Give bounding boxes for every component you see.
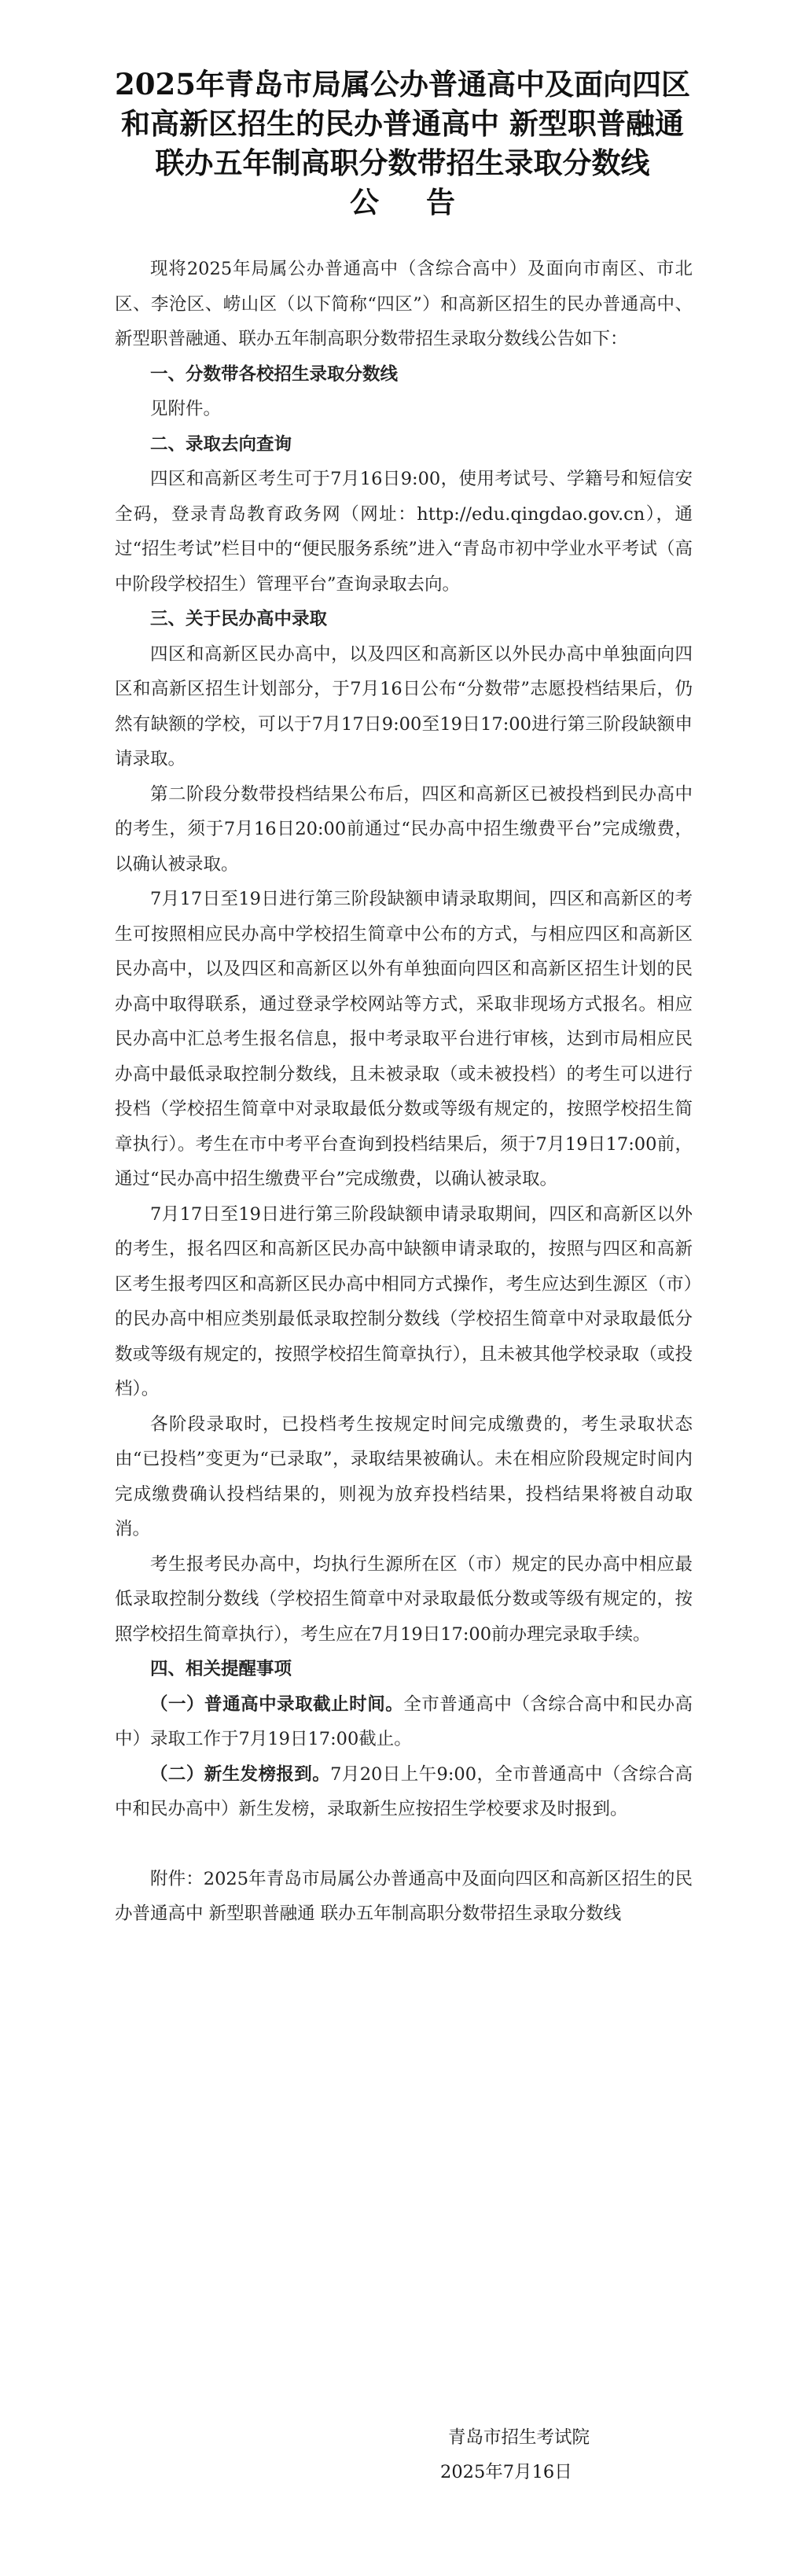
- intro-paragraph: 现将2025年局属公办普通高中（含综合高中）及面向市南区、市北区、李沧区、崂山区（以下简称“四区”）和高新区招生的民办普通高中、新型职普融通、联办五年制高职分数带招生录取分数线公告如下：: [115, 259, 693, 349]
- title-line-1: 2025年青岛市局属公办普通高中及面向四区: [115, 67, 690, 101]
- section-3-heading: 三、关于民办高中录取: [150, 609, 328, 629]
- section-3-paragraph-2: 第二阶段分数带投档结果公布后，四区和高新区已被投档到民办高中的考生，须于7月16日20:00前通过“民办高中招生缴费平台”完成缴费，以确认被录取。: [115, 783, 693, 875]
- reminder-item-1-text: 全市普通高中（含综合高中和民办高中）录取工作于7月19日17:00截止。: [115, 1693, 693, 1749]
- section-3-paragraph-6: 考生报考民办高中，均执行生源所在区（市）规定的民办高中相应最低录取控制分数线（学校招生简章中对录取最低分数或等级有规定的，按照学校招生简章执行），考生应在7月19日17:00前办理完录取手续。: [115, 1553, 693, 1645]
- section-2-heading: 二、录取去向查询: [150, 433, 292, 455]
- section-2-paragraph: 四区和高新区考生可于7月16日9:00，使用考试号、学籍号和短信安全码，登录青岛教育政务网（网址：http://edu.qingdao.gov.cn），通过“招生考试”栏目中的“便民服务系统”进入“青岛市初中学业水平考试（高中阶段学校招生）管理平台”查询录取去向。: [115, 469, 693, 595]
- section-3-paragraph-1: 四区和高新区民办高中，以及四区和高新区以外民办高中单独面向四区和高新区招生计划部分，于7月16日公布“分数带”志愿投档结果后，仍然有缺额的学校，可以于7月17日9:00至19日17:00进行第三阶段缺额申请录取。: [115, 643, 693, 769]
- attachment-note: 附件：2025年青岛市局属公办普通高中及面向四区和高新区招生的民办普通高中 新型职普融通 联办五年制高职分数带招生录取分数线: [115, 1868, 693, 1924]
- reminder-item-2-label: （二）新生发榜报到。: [150, 1763, 331, 1785]
- document-body: [115, 252, 693, 1932]
- reminder-item-2-text: 7月20日上午9:00，全市普通高中（含综合高中和民办高中）新生发榜，录取新生应按招生学校要求及时报到。: [115, 1763, 693, 1819]
- reminder-item-1-label: （一）普通高中录取截止时间。: [150, 1693, 404, 1715]
- section-3-paragraph-3: 7月17日至19日进行第三阶段缺额申请录取期间，四区和高新区的考生可按照相应民办高中学校招生简章中公布的方式，与相应四区和高新区民办高中，以及四区和高新区以外有单独面向四区和高新区招生计划的民办高中取得联系，通过登录学校网站等方式，采取非现场方式报名。相应民办高中汇总考生报名信息，报中考录取平台进行审核，达到市局相应民办高中最低录取控制分数线，且未被录取（或未被投档）的考生可以进行投档（学校招生简章中对录取最低分数或等级有规定的，按照学校招生简章执行）。考生在市中考平台查询到投档结果后，须于7月19日17:00前，通过“民办高中招生缴费平台”完成缴费，以确认被录取。: [115, 889, 693, 1189]
- reminder-item-2: [115, 1757, 693, 1827]
- section-4-heading: 四、相关提醒事项: [150, 1659, 292, 1679]
- reminder-item-1: [115, 1687, 693, 1757]
- section-3-paragraph-4: 7月17日至19日进行第三阶段缺额申请录取期间，四区和高新区以外的考生，报名四区和高新区民办高中缺额申请录取的，按照与四区和高新区考生报考四区和高新区民办高中相同方式操作，考生应达到生源区（市）的民办高中相应类别最低录取控制分数线（学校招生简章中对录取最低分数或等级有规定的，按照学校招生简章执行），且未被其他学校录取（或投档）。: [115, 1203, 693, 1399]
- document-title: [63, 64, 742, 222]
- section-3-paragraph-5: 各阶段录取时，已投档考生按规定时间完成缴费的，考生录取状态由“已投档”变更为“已录取”，录取结果被确认。未在相应阶段规定时间内完成缴费确认投档结果的，则视为放弃投档结果，投档结果将被自动取消。: [115, 1413, 693, 1539]
- title-line-3: 联办五年制高职分数带招生录取分数线: [155, 146, 650, 180]
- title-notice: 公告: [350, 185, 502, 219]
- signature-organization: 青岛市招生考试院: [448, 2427, 590, 2448]
- section-1-heading: 一、分数带各校招生录取分数线: [150, 363, 399, 385]
- signature-date: 2025年7月16日: [440, 2462, 572, 2482]
- section-1-paragraph: 见附件。: [150, 399, 222, 419]
- spacer: [115, 1827, 693, 1862]
- title-line-2: 和高新区招生的民办普通高中 新型职普融通: [121, 106, 684, 141]
